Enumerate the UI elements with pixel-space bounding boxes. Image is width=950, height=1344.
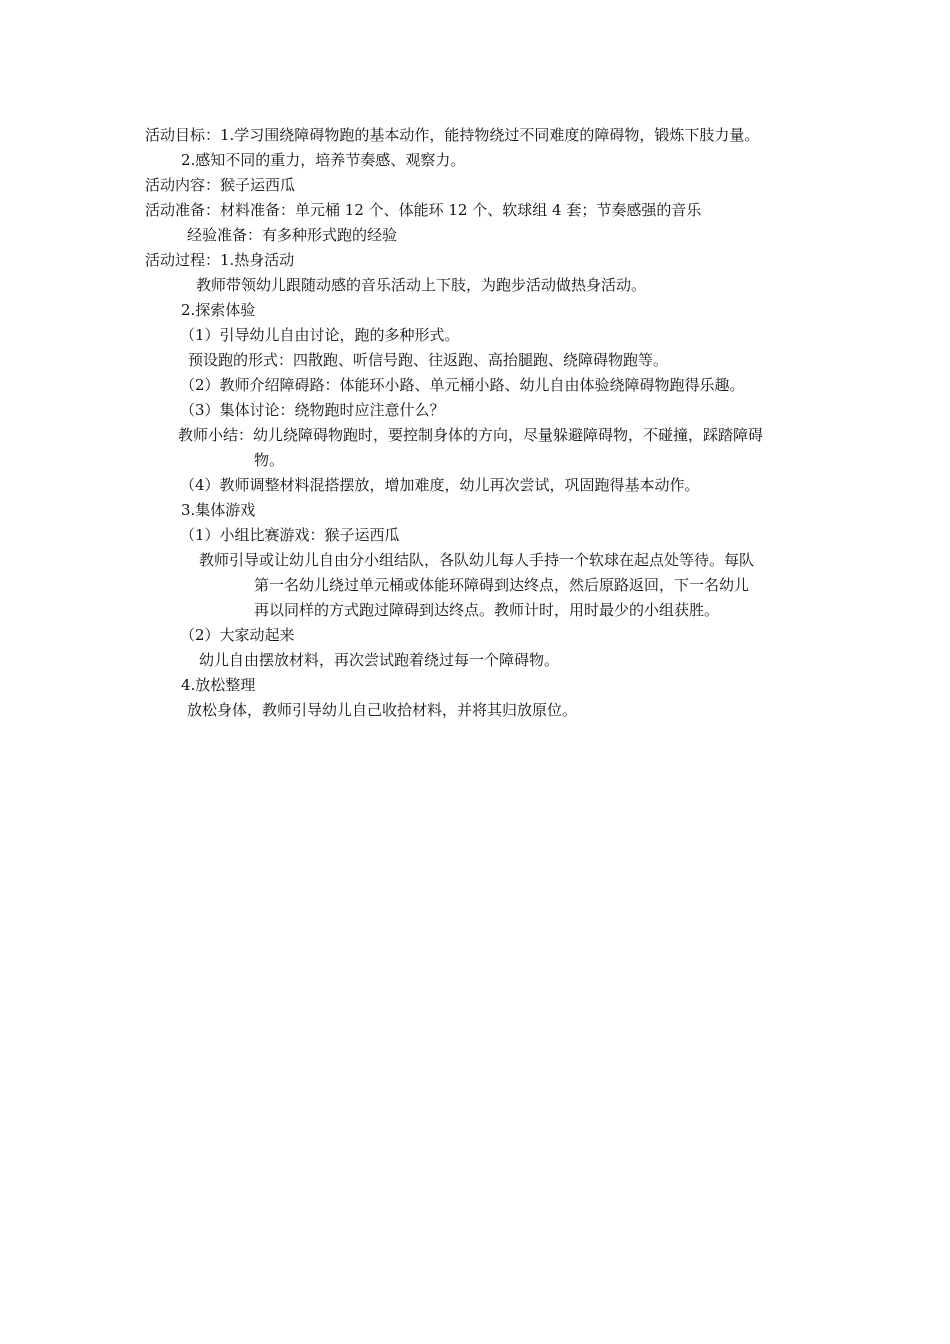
- explore-heading: 2.探索体验: [181, 301, 256, 319]
- game-item-1: （1）小组比赛游戏：猴子运西瓜: [180, 526, 400, 544]
- relax-heading: 4.放松整理: [181, 676, 256, 694]
- activity-content: 活动内容：猴子运西瓜: [145, 176, 296, 194]
- warmup-text: 教师带领幼儿跟随动感的音乐活动上下肢，为跑步活动做热身活动。: [196, 276, 647, 294]
- activity-goal-line-2: 2.感知不同的重力，培养节奏感、观察力。: [181, 151, 466, 169]
- explore-item-4: （4）教师调整材料混搭摆放，增加难度，幼儿再次尝试，巩固跑得基本动作。: [180, 476, 700, 494]
- relax-text: 放松身体，教师引导幼儿自己收拾材料，并将其归放原位。: [187, 701, 578, 719]
- explore-item-3: （3）集体讨论：绕物跑时应注意什么？: [180, 401, 445, 419]
- explore-item-1: （1）引导幼儿自由讨论，跑的多种形式。: [180, 326, 460, 344]
- explore-item-1-detail: 预设跑的形式：四散跑、听信号跑、往返跑、高抬腿跑、绕障碍物跑等。: [188, 351, 669, 369]
- activity-goal-line-1: 活动目标：1.学习围绕障碍物跑的基本动作，能持物绕过不同难度的障碍物，锻炼下肢力量。: [145, 126, 760, 144]
- summary-line-1: 教师小结：幼儿绕障碍物跑时，要控制身体的方向，尽量躲避障碍物，不碰撞，踩踏障碍: [178, 426, 764, 444]
- activity-prep-experience: 经验准备：有多种形式跑的经验: [187, 226, 398, 244]
- summary-line-2: 物。: [254, 451, 285, 469]
- game-item-2-text: 幼儿自由摆放材料，再次尝试跑着绕过每一个障碍物。: [199, 651, 560, 669]
- activity-process-heading: 活动过程：1.热身活动: [145, 251, 295, 269]
- game-item-2: （2）大家动起来: [180, 626, 295, 644]
- activity-prep-material: 活动准备：材料准备：单元桶 12 个、体能环 12 个、软球组 4 套；节奏感强的音乐: [145, 201, 702, 219]
- game-heading: 3.集体游戏: [181, 501, 256, 519]
- explore-item-2: （2）教师介绍障碍路：体能环小路、单元桶小路、幼儿自由体验绕障碍物跑得乐趣。: [180, 376, 745, 394]
- game-item-1-line-2: 第一名幼儿绕过单元桶或体能环障碍到达终点，然后原路返回，下一名幼儿: [254, 576, 750, 594]
- game-item-1-line-3: 再以同样的方式跑过障碍到达终点。教师计时，用时最少的小组获胜。: [254, 601, 720, 619]
- game-item-1-line-1: 教师引导或让幼儿自由分小组结队，各队幼儿每人手持一个软球在起点处等待。每队: [199, 551, 755, 569]
